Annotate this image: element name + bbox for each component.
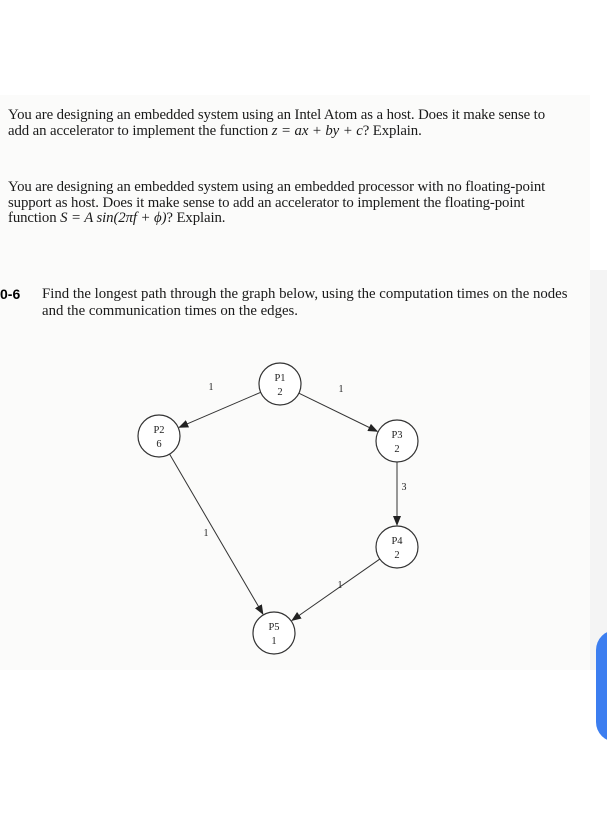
node-p1 [259,363,301,405]
node-label: P5 [268,622,280,633]
edge-weight-p4-p5: 1 [337,580,343,591]
paragraph-2-formula: S = A sin(2πf + ϕ) [60,210,167,226]
node-time: 2 [394,444,400,455]
edge-p1-p2 [179,392,260,427]
question-paragraph-1 [8,108,568,139]
paragraph-2-lead: You are designing an embedded system using an embedded processor with no floating-point support as host. Does it make sense to add an accelerator to implement the floating-point function [8,179,546,226]
edge-weight-p2-p5: 1 [203,528,209,539]
edge-weight-p1-p2: 1 [208,382,214,393]
paragraph-1-formula: z = ax + by + c [271,122,363,139]
paragraph-1-lead: You are designing an embedded system using an Intel Atom as a host. Does it make sense to add an accelerator to implement the function [8,107,545,139]
node-p5 [253,612,295,654]
floating-action-button[interactable] [596,630,607,742]
node-p4 [376,526,418,568]
node-circle [376,420,418,462]
edge-p2-p5 [170,454,263,614]
node-circle [138,415,180,457]
paragraph-2-tail: ? Explain. [166,210,226,226]
node-circle [376,526,418,568]
node-circle [259,363,301,405]
node-time: 6 [156,439,162,450]
node-p2 [138,415,180,457]
problem-text: Find the longest path through the graph below, using the computation times on the nodes and the communication times on the edges. [42,286,568,319]
node-time: 2 [277,387,283,398]
node-time: 2 [394,550,400,561]
edge-weight-p3-p4: 3 [401,482,407,493]
node-label: P3 [391,430,403,441]
node-p3 [376,420,418,462]
node-label: P2 [153,425,165,436]
page-edge-shadow [590,270,607,670]
node-circle [253,612,295,654]
question-paragraph-2 [8,180,568,227]
problem-number: 0-6 [0,286,21,302]
edge-p4-p5 [292,559,380,620]
task-graph [0,340,590,670]
node-label: P1 [274,373,286,384]
edge-weight-p1-p3: 1 [338,384,344,395]
node-label: P4 [391,536,403,547]
paragraph-1-tail: ? Explain. [362,122,422,139]
edge-p1-p3 [299,393,377,431]
node-time: 1 [271,636,277,647]
